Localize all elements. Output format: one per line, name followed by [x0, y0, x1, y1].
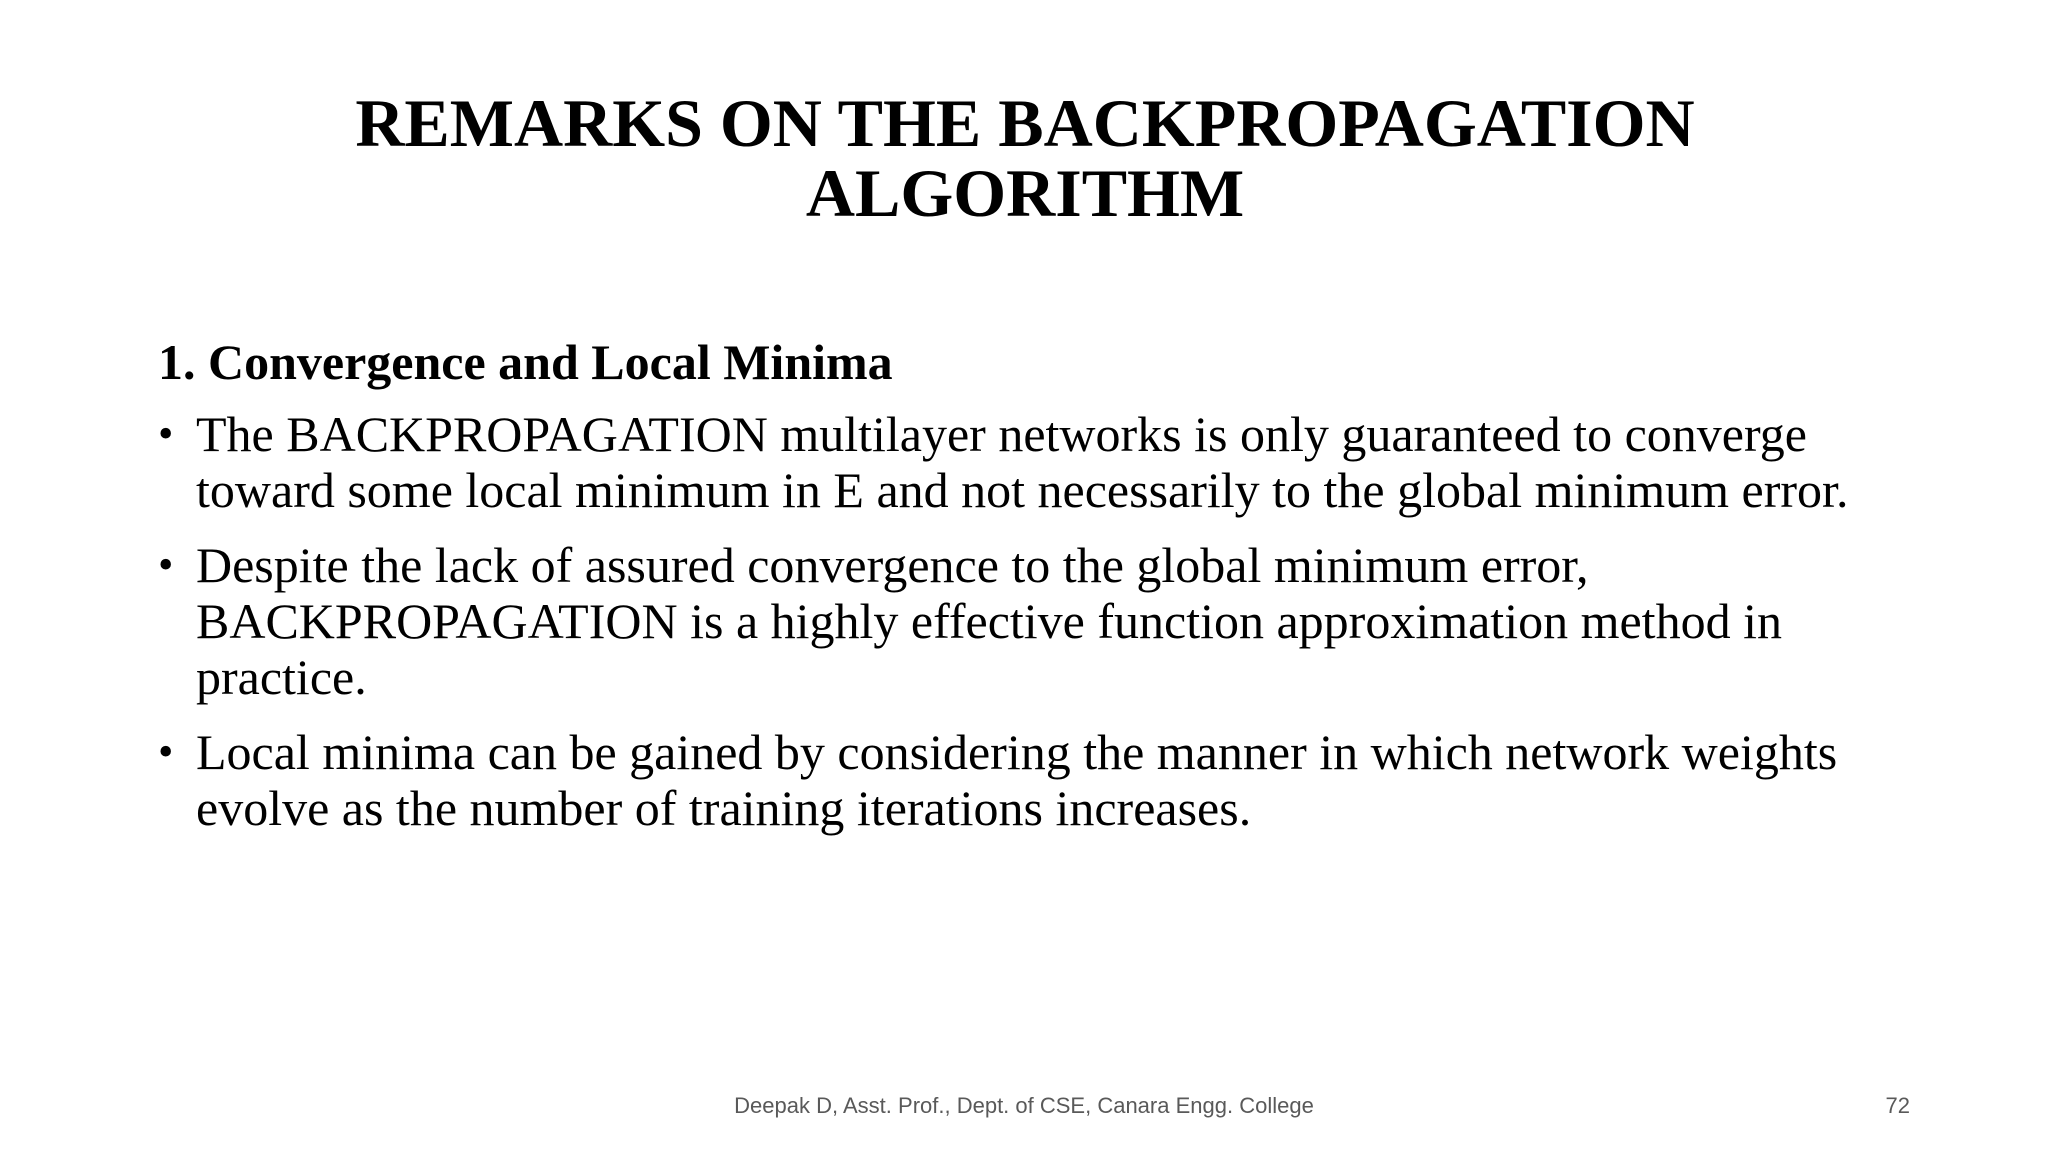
bullet-icon: •	[158, 409, 174, 458]
slide-title-line-2: ALGORITHM	[805, 155, 1245, 231]
bullet-icon: •	[158, 727, 174, 776]
bullet-list	[158, 406, 1918, 836]
section-heading: 1. Convergence and Local Minima	[158, 334, 893, 390]
bullet-item-1	[158, 406, 1918, 518]
slide-content	[158, 332, 1918, 855]
slide-title	[180, 85, 1870, 231]
bullet-item-3	[158, 724, 1918, 836]
bullet-text: The BACKPROPAGATION multilayer networks is only guaranteed to converge toward some local minimum in E and not necessarily to the global minimum error.	[196, 406, 1849, 518]
slide-title-line-1: REMARKS ON THE BACKPROPAGATION	[355, 85, 1695, 161]
page-number: 72	[1885, 1093, 1910, 1118]
slide-footer: Deepak D, Asst. Prof., Dept. of CSE, Canara Engg. College	[734, 1093, 1314, 1118]
bullet-text: Local minima can be gained by considering the manner in which network weights evolve as the number of training iterations increases.	[196, 724, 1838, 836]
bullet-text: Despite the lack of assured convergence to the global minimum error, BACKPROPAGATION is a highly effective function approximation method in practice.	[196, 537, 1782, 705]
bullet-item-2	[158, 537, 1918, 705]
bullet-icon: •	[158, 540, 174, 589]
